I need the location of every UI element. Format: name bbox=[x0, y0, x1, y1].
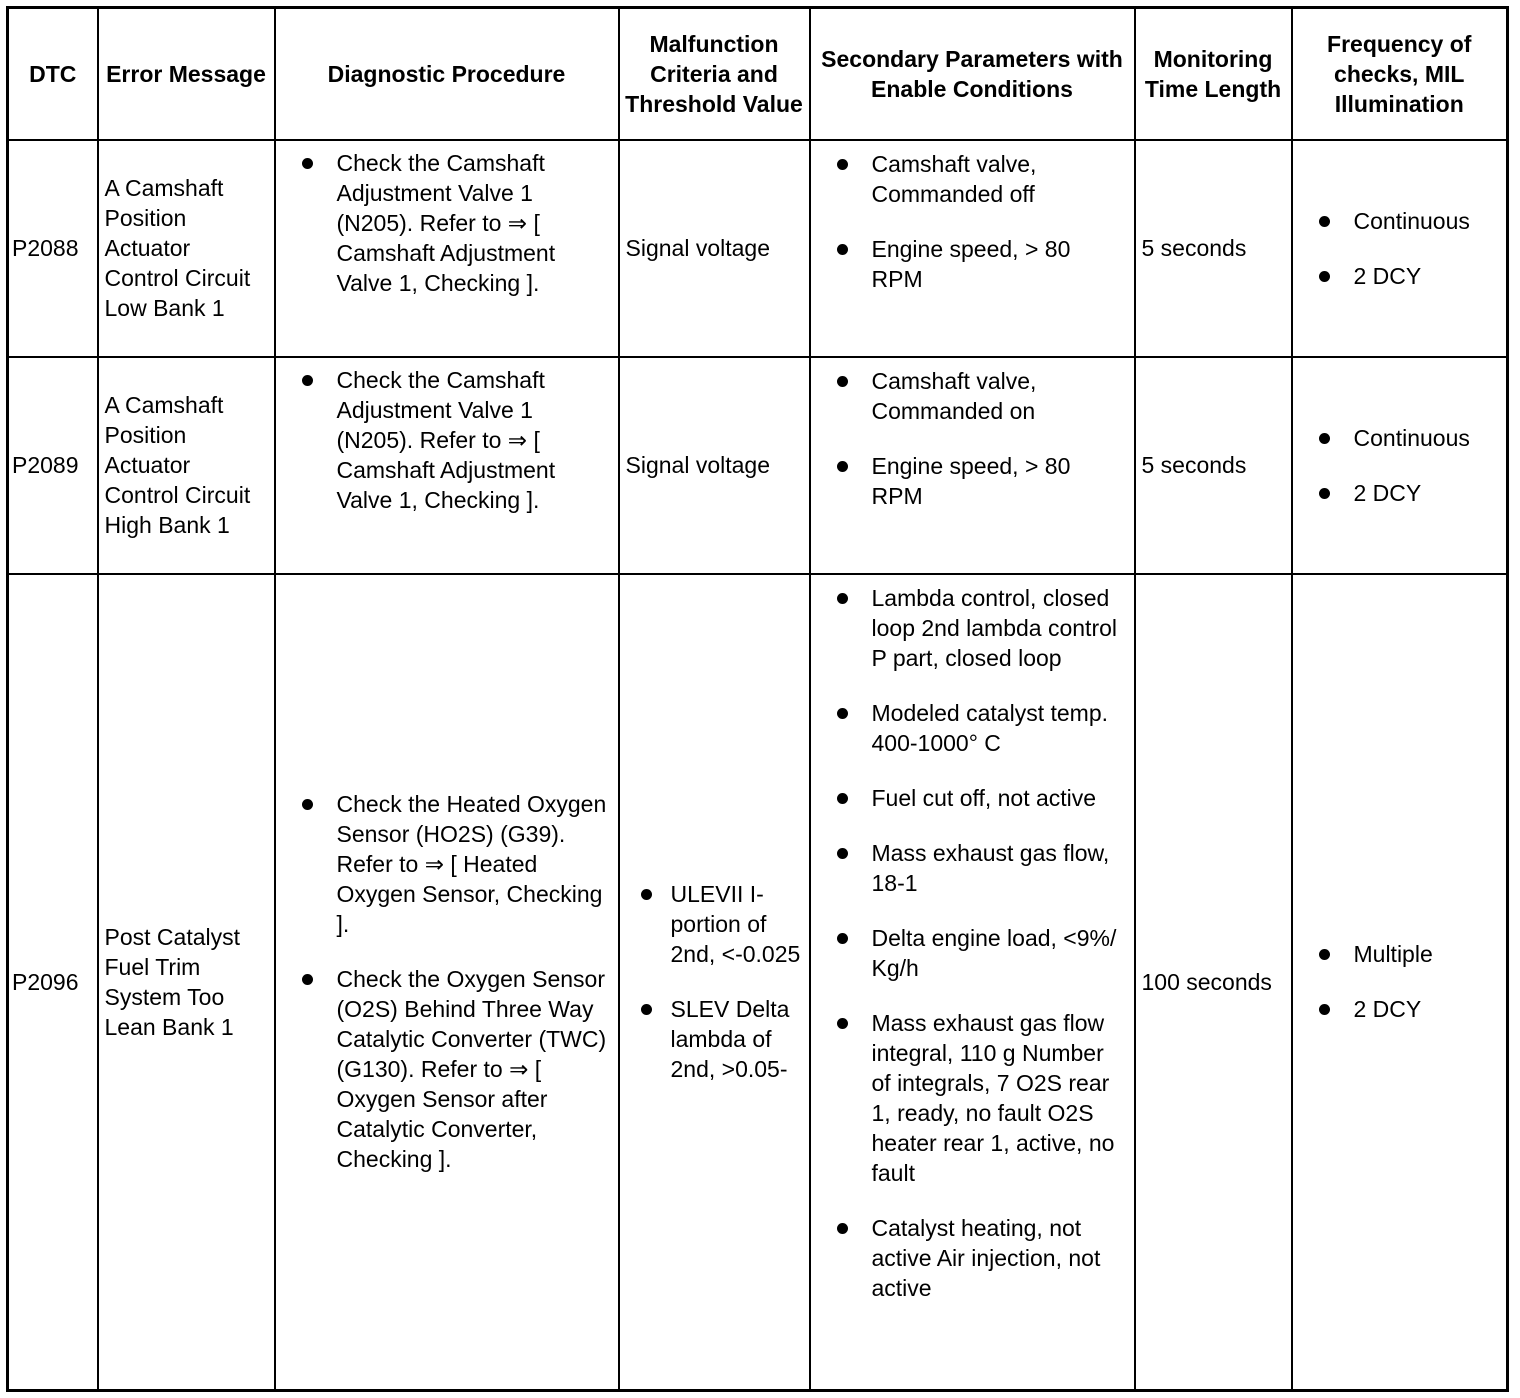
header-diagnostic-procedure: Diagnostic Procedure bbox=[275, 8, 619, 140]
header-frequency: Frequency of checks, MIL Illumination bbox=[1292, 8, 1508, 140]
bullet-icon bbox=[1319, 433, 1330, 444]
bullet-icon bbox=[302, 974, 313, 985]
bullet-icon bbox=[837, 1223, 848, 1234]
diagnostic-procedure bbox=[275, 357, 619, 574]
dtc-code: P2089 bbox=[8, 357, 98, 574]
header-error-message: Error Message bbox=[98, 8, 275, 140]
bullet-icon bbox=[837, 793, 848, 804]
bullet-icon bbox=[1319, 488, 1330, 499]
list-item: Delta engine load, <9%/ Kg/h bbox=[817, 923, 1128, 983]
list-item: Check the Camshaft Adjustment Valve 1 (N205). Refer to ⇒ [ Camshaft Adjustment Valve 1, Checking ]. bbox=[282, 148, 612, 298]
bullet-icon bbox=[837, 848, 848, 859]
list-item: Modeled catalyst temp. 400-1000° C bbox=[817, 698, 1128, 758]
error-message: Post Catalyst Fuel Trim System Too Lean Bank 1 bbox=[98, 574, 275, 1391]
dtc-code: P2088 bbox=[8, 140, 98, 357]
list-item: Continuous bbox=[1299, 206, 1501, 236]
bullet-icon bbox=[837, 376, 848, 387]
monitoring-time: 5 seconds bbox=[1135, 140, 1292, 357]
error-message: A Camshaft Position Actuator Control Circuit High Bank 1 bbox=[98, 357, 275, 574]
list-item: Camshaft valve, Commanded on bbox=[817, 366, 1128, 426]
bullet-icon bbox=[837, 461, 848, 472]
list-item: SLEV Delta lambda of 2nd, >0.05- bbox=[626, 994, 803, 1084]
error-message: A Camshaft Position Actuator Control Circuit Low Bank 1 bbox=[98, 140, 275, 357]
frequency bbox=[1292, 574, 1508, 1391]
list-item: Engine speed, > 80 RPM bbox=[817, 451, 1128, 511]
dtc-code: P2096 bbox=[8, 574, 98, 1391]
list-item: Check the Oxygen Sensor (O2S) Behind Three Way Catalytic Converter (TWC) (G130). Refer to ⇒ [ Oxygen Sensor after Catalytic Converter, Checking ]. bbox=[282, 964, 612, 1174]
list-item: Catalyst heating, not active Air injection, not active bbox=[817, 1213, 1128, 1303]
bullet-icon bbox=[302, 799, 313, 810]
list-item: Check the Camshaft Adjustment Valve 1 (N205). Refer to ⇒ [ Camshaft Adjustment Valve 1, Checking ]. bbox=[282, 365, 612, 515]
secondary-parameters bbox=[810, 140, 1135, 357]
bullet-icon bbox=[1319, 1004, 1330, 1015]
bullet-icon bbox=[837, 244, 848, 255]
bullet-icon bbox=[837, 1018, 848, 1029]
header-monitoring-time: Monitoring Time Length bbox=[1135, 8, 1292, 140]
monitoring-time: 100 seconds bbox=[1135, 574, 1292, 1391]
list-item: Multiple bbox=[1299, 939, 1501, 969]
bullet-icon bbox=[641, 1004, 652, 1015]
bullet-icon bbox=[1319, 271, 1330, 282]
diagnostic-procedure bbox=[275, 574, 619, 1391]
header-malfunction-criteria: Malfunction Criteria and Threshold Value bbox=[619, 8, 810, 140]
bullet-icon bbox=[641, 889, 652, 900]
dtc-table bbox=[6, 6, 1509, 1392]
list-item: Mass exhaust gas flow integral, 110 g Number of integrals, 7 O2S rear 1, ready, no fault O2S heater rear 1, active, no fault bbox=[817, 1008, 1128, 1188]
list-item: ULEVII I-portion of 2nd, <-0.025 bbox=[626, 879, 803, 969]
list-item: Camshaft valve, Commanded off bbox=[817, 149, 1128, 209]
bullet-icon bbox=[837, 593, 848, 604]
bullet-icon bbox=[837, 933, 848, 944]
list-item: Continuous bbox=[1299, 423, 1501, 453]
header-row bbox=[8, 8, 1508, 140]
malfunction-criteria bbox=[619, 574, 810, 1391]
bullet-icon bbox=[1319, 216, 1330, 227]
monitoring-time: 5 seconds bbox=[1135, 357, 1292, 574]
bullet-icon bbox=[837, 708, 848, 719]
list-item: 2 DCY bbox=[1299, 994, 1501, 1024]
list-item: Fuel cut off, not active bbox=[817, 783, 1128, 813]
table-row bbox=[8, 574, 1508, 1391]
header-secondary-parameters: Secondary Parameters with Enable Conditions bbox=[810, 8, 1135, 140]
frequency bbox=[1292, 140, 1508, 357]
malfunction-criteria: Signal voltage bbox=[619, 357, 810, 574]
table-row bbox=[8, 140, 1508, 357]
list-item: 2 DCY bbox=[1299, 261, 1501, 291]
header-dtc: DTC bbox=[8, 8, 98, 140]
list-item: Mass exhaust gas flow, 18-1 bbox=[817, 838, 1128, 898]
bullet-icon bbox=[1319, 949, 1330, 960]
frequency bbox=[1292, 357, 1508, 574]
bullet-icon bbox=[837, 159, 848, 170]
bullet-icon bbox=[302, 158, 313, 169]
malfunction-criteria: Signal voltage bbox=[619, 140, 810, 357]
list-item: Engine speed, > 80 RPM bbox=[817, 234, 1128, 294]
table-row bbox=[8, 357, 1508, 574]
bullet-icon bbox=[302, 375, 313, 386]
secondary-parameters bbox=[810, 574, 1135, 1391]
list-item: Check the Heated Oxygen Sensor (HO2S) (G39). Refer to ⇒ [ Heated Oxygen Sensor, Checking ]. bbox=[282, 789, 612, 939]
list-item: 2 DCY bbox=[1299, 478, 1501, 508]
diagnostic-procedure bbox=[275, 140, 619, 357]
list-item: Lambda control, closed loop 2nd lambda control P part, closed loop bbox=[817, 583, 1128, 673]
secondary-parameters bbox=[810, 357, 1135, 574]
